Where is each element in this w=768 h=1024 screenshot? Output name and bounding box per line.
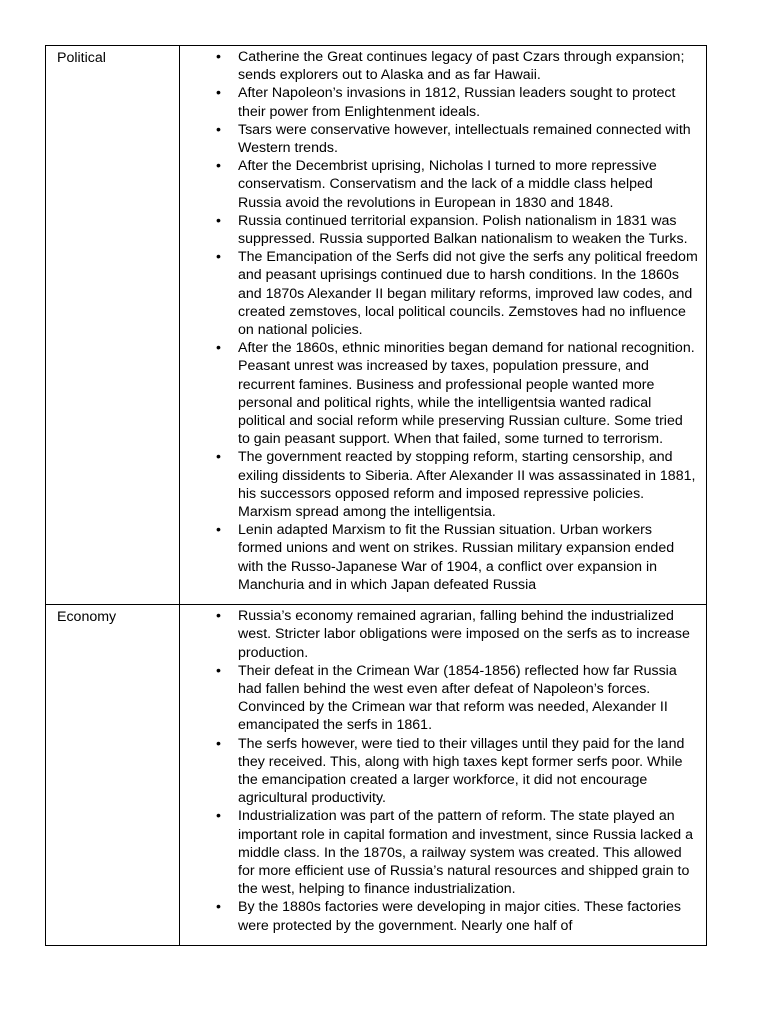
- bullet-item: • The Emancipation of the Serfs did not give the serfs any political freedom and peasant uprisings continued due to harsh conditions. In the 1860s and 1870s Alexander II began military reforms, improved law codes, and created zemstoves, local political councils. Zemstoves had no influence on national policies.: [216, 248, 698, 339]
- bullet-item: • Russia continued territorial expansion. Polish nationalism in 1831 was suppressed. Russia supported Balkan nationalism to weaken the Turks.: [216, 212, 698, 248]
- row-content-economy: [180, 605, 707, 946]
- table-row-economy: [46, 605, 707, 946]
- row-label-economy: Economy: [46, 605, 180, 946]
- bullet-item: • Tsars were conservative however, intellectuals remained connected with Western trends.: [216, 121, 698, 157]
- bullet-item: • After the 1860s, ethnic minorities began demand for national recognition. Peasant unrest was increased by taxes, population pressure, and recurrent famines. Business and professional people wanted more personal and political rights, while the intelligentsia wanted radical political and social reform while preserving Russian culture. Some tried to gain peasant support. When that failed, some turned to terrorism.: [216, 339, 698, 448]
- bullet-item: • Catherine the Great continues legacy of past Czars through expansion; sends explorers out to Alaska and as far Hawaii.: [216, 48, 698, 84]
- row-label-political: Political: [46, 46, 180, 605]
- bullet-item: • Industrialization was part of the pattern of reform. The state played an important role in capital formation and investment, since Russia lacked a middle class. In the 1870s, a railway system was created. This allowed for more efficient use of Russia’s natural resources and shipped grain to the west, helping to finance industrialization.: [216, 807, 698, 898]
- bullet-item: • After Napoleon’s invasions in 1812, Russian leaders sought to protect their power from Enlightenment ideals.: [216, 84, 698, 120]
- bullet-item: • The serfs however, were tied to their villages until they paid for the land they received. This, along with high taxes kept former serfs poor. While the emancipation created a larger workforce, it did not encourage agricultural productivity.: [216, 735, 698, 808]
- table-row-political: [46, 46, 707, 605]
- bullet-item: • The government reacted by stopping reform, starting censorship, and exiling dissidents to Siberia. After Alexander II was assassinated in 1881, his successors opposed reform and imposed repressive policies. Marxism spread among the intelligentsia.: [216, 448, 698, 521]
- bullet-list-economy: [216, 607, 698, 935]
- bullet-item: • Lenin adapted Marxism to fit the Russian situation. Urban workers formed unions and went on strikes. Russian military expansion ended with the Russo-Japanese War of 1904, a conflict over expansion in Manchuria and in which Japan defeated Russia: [216, 521, 698, 594]
- bullet-item: • After the Decembrist uprising, Nicholas I turned to more repressive conservatism. Conservatism and the lack of a middle class helped Russia avoid the revolutions in European in 1830 and 1848.: [216, 157, 698, 212]
- bullet-item: • Russia’s economy remained agrarian, falling behind the industrialized west. Stricter labor obligations were imposed on the serfs as to increase production.: [216, 607, 698, 662]
- bullet-item: • By the 1880s factories were developing in major cities. These factories were protected by the government. Nearly one half of: [216, 898, 698, 934]
- bullet-item: • Their defeat in the Crimean War (1854-1856) reflected how far Russia had fallen behind the west even after defeat of Napoleon’s forces. Convinced by the Crimean war that reform was needed, Alexander II emancipated the serfs in 1861.: [216, 662, 698, 735]
- notes-table: [45, 45, 707, 946]
- bullet-list-political: [216, 48, 698, 594]
- row-content-political: [180, 46, 707, 605]
